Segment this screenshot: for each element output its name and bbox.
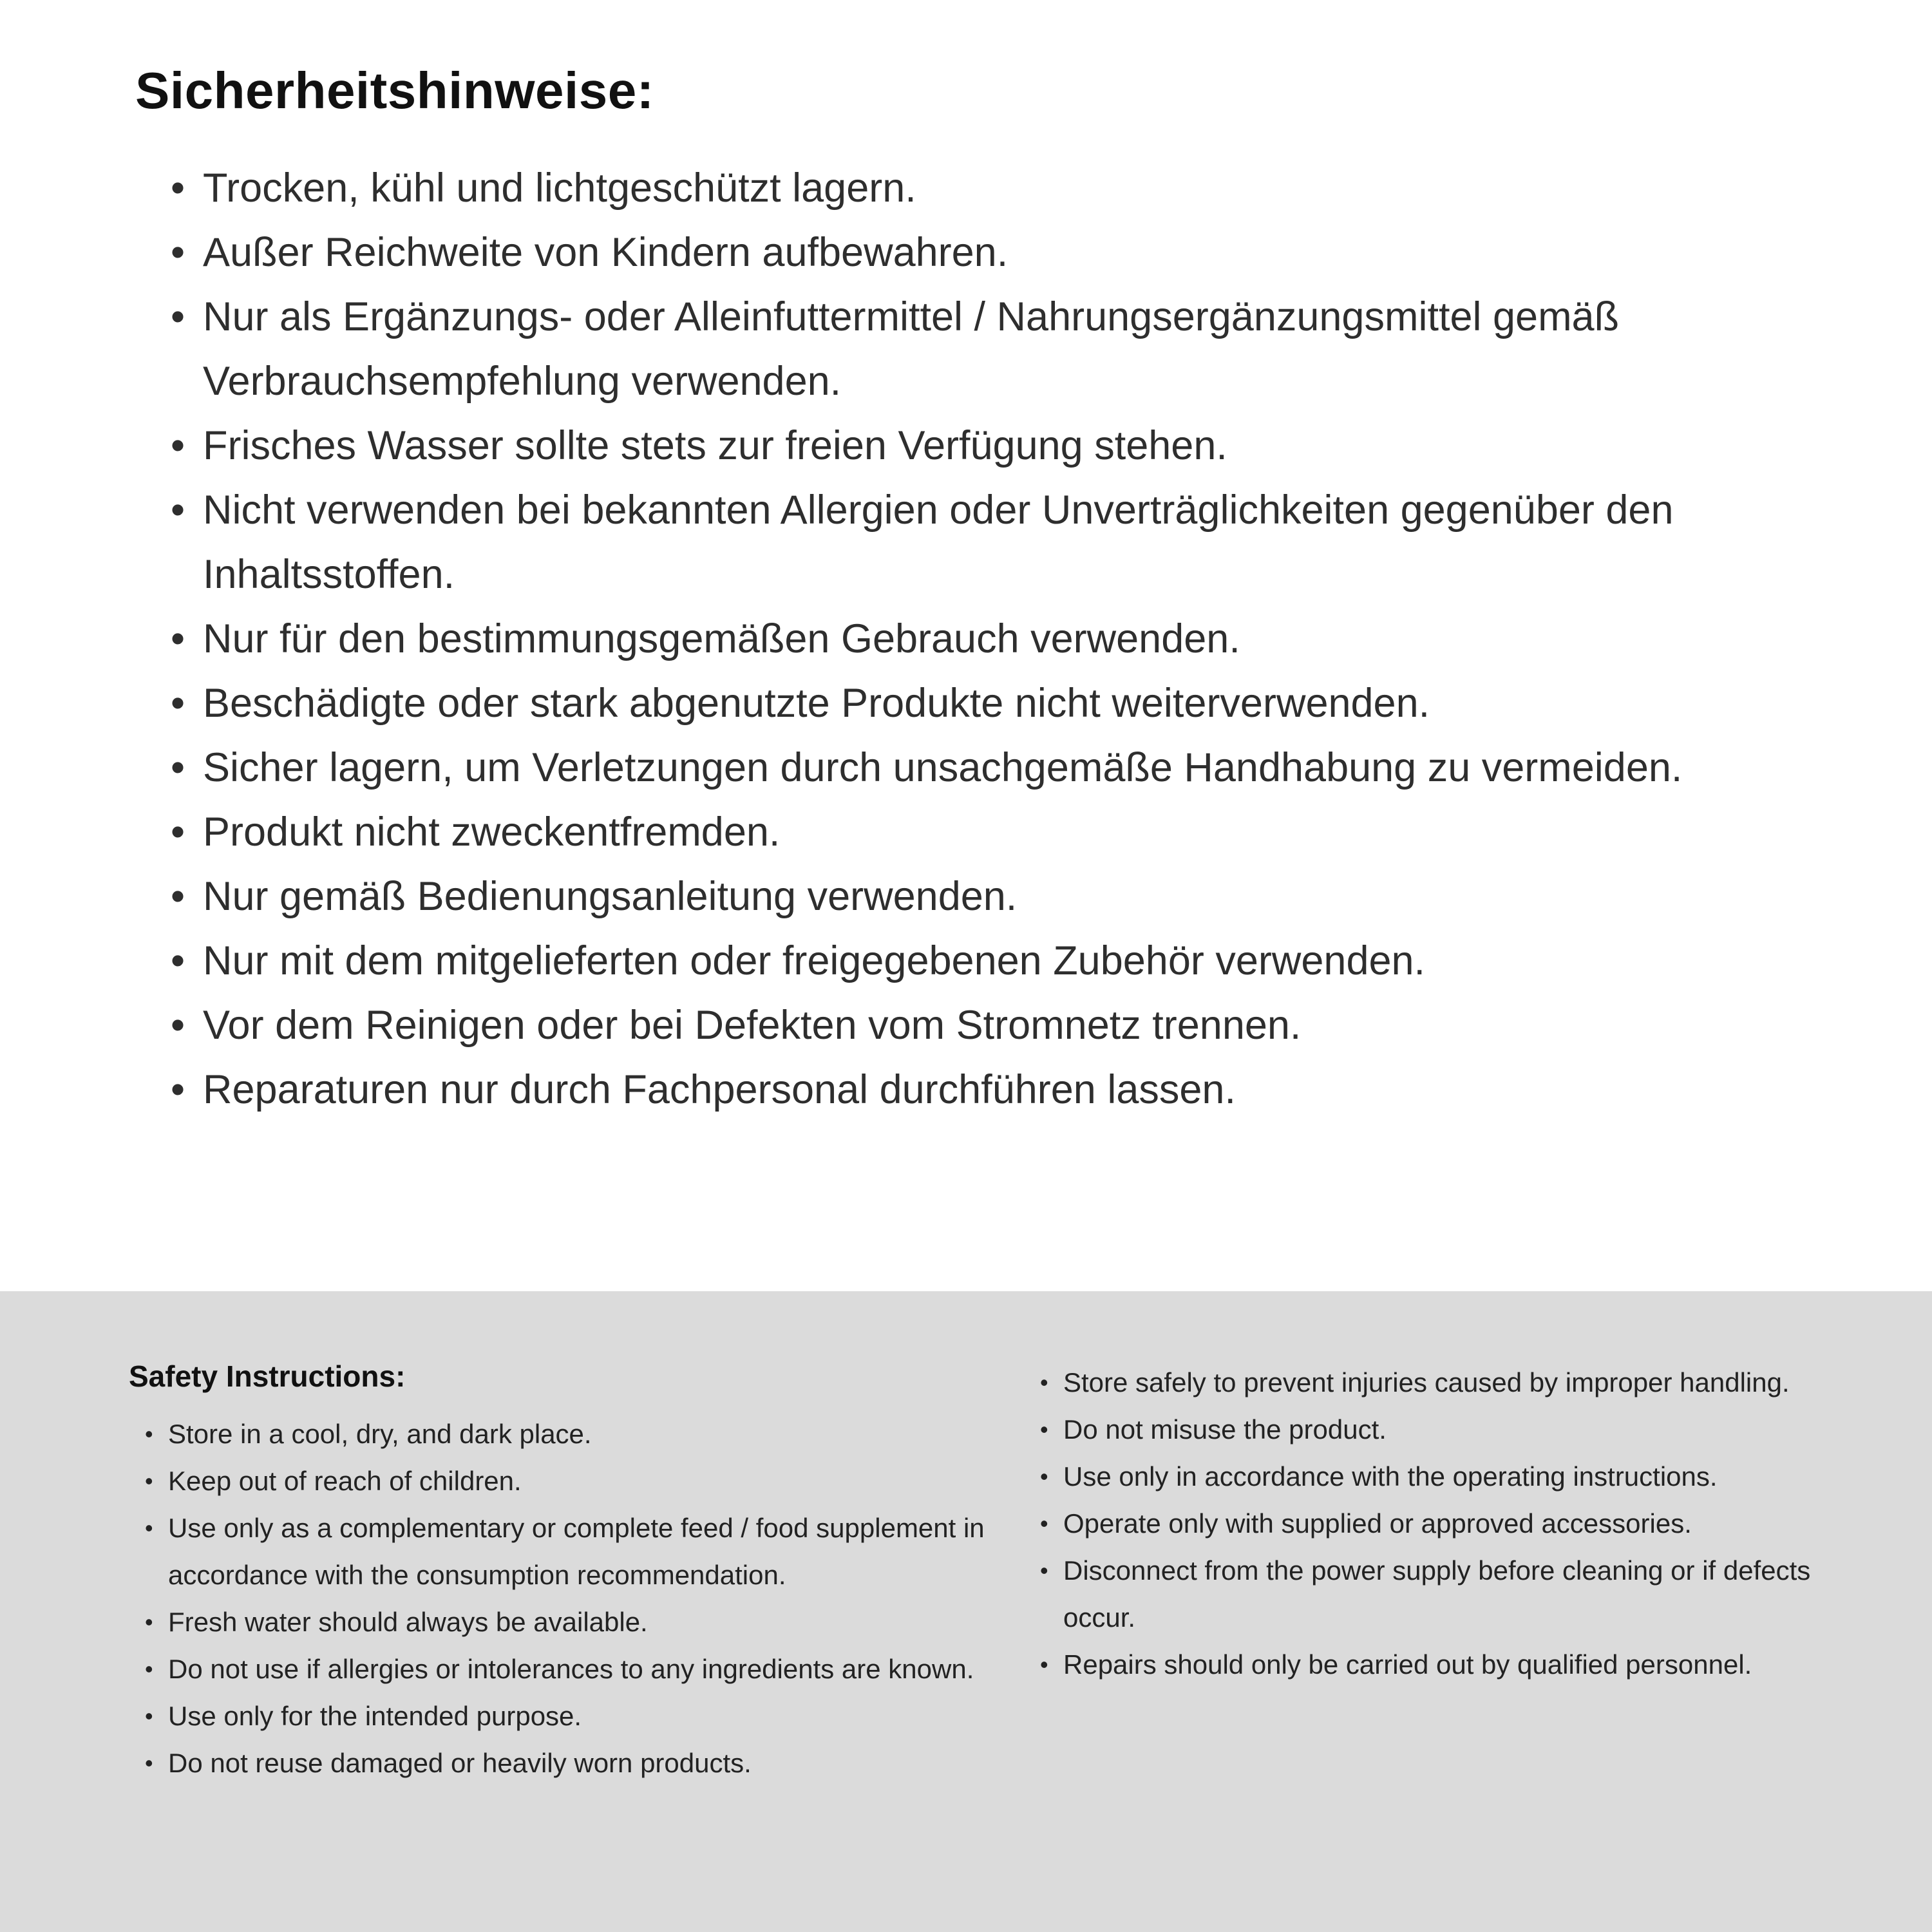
english-right-column bbox=[1040, 1359, 1871, 1688]
german-safety-item: • Frisches Wasser sollte stets zur freien Verfügung stehen. bbox=[171, 413, 1803, 478]
german-safety-item: • Nur gemäß Bedienungsanleitung verwenden. bbox=[171, 864, 1803, 929]
german-safety-item: • Produkt nicht zweckentfremden. bbox=[171, 800, 1803, 864]
english-safety-item: • Do not misuse the product. bbox=[1040, 1406, 1871, 1453]
english-safety-list-left bbox=[129, 1410, 1021, 1786]
german-safety-item: • Nur mit dem mitgelieferten oder freigegebenen Zubehör verwenden. bbox=[171, 929, 1803, 993]
german-safety-list bbox=[135, 156, 1803, 1122]
english-safety-item: • Disconnect from the power supply before cleaning or if defects occur. bbox=[1040, 1547, 1871, 1641]
english-safety-item: • Use only in accordance with the operating instructions. bbox=[1040, 1453, 1871, 1500]
german-safety-item: • Nur für den bestimmungsgemäßen Gebrauch verwenden. bbox=[171, 607, 1803, 671]
german-safety-item: • Beschädigte oder stark abgenutzte Produkte nicht weiterverwenden. bbox=[171, 671, 1803, 735]
english-safety-item: • Do not use if allergies or intolerances to any ingredients are known. bbox=[145, 1645, 1021, 1692]
english-left-column bbox=[129, 1359, 1021, 1786]
german-safety-item: • Außer Reichweite von Kindern aufbewahren. bbox=[171, 220, 1803, 285]
english-safety-item: • Store in a cool, dry, and dark place. bbox=[145, 1410, 1021, 1457]
german-safety-item: • Nur als Ergänzungs- oder Alleinfuttermittel / Nahrungsergänzungsmittel gemäß Verbrauchsempfehlung verwenden. bbox=[171, 285, 1803, 413]
english-safety-item: • Store safely to prevent injuries caused by improper handling. bbox=[1040, 1359, 1871, 1406]
german-safety-item: • Nicht verwenden bei bekannten Allergien oder Unverträglichkeiten gegenüber den Inhaltsstoffen. bbox=[171, 478, 1803, 607]
english-safety-item: • Keep out of reach of children. bbox=[145, 1457, 1021, 1504]
german-safety-item: • Trocken, kühl und lichtgeschützt lagern. bbox=[171, 156, 1803, 220]
german-safety-item: • Sicher lagern, um Verletzungen durch unsachgemäße Handhabung zu vermeiden. bbox=[171, 735, 1803, 800]
german-section-title: Sicherheitshinweise: bbox=[135, 62, 654, 119]
german-safety-item: • Reparaturen nur durch Fachpersonal durchführen lassen. bbox=[171, 1057, 1803, 1122]
english-safety-item: • Do not reuse damaged or heavily worn products. bbox=[145, 1739, 1021, 1786]
english-safety-list-right bbox=[1040, 1359, 1871, 1688]
english-safety-item: • Operate only with supplied or approved accessories. bbox=[1040, 1500, 1871, 1547]
english-safety-item: • Use only for the intended purpose. bbox=[145, 1692, 1021, 1739]
german-safety-item: • Vor dem Reinigen oder bei Defekten vom Stromnetz trennen. bbox=[171, 993, 1803, 1057]
english-section-title: Safety Instructions: bbox=[129, 1359, 406, 1393]
english-safety-section bbox=[0, 1291, 1932, 1932]
english-safety-item: • Use only as a complementary or complete feed / food supplement in accordance with the consumption recommendation. bbox=[145, 1504, 1021, 1598]
english-safety-item: • Fresh water should always be available. bbox=[145, 1598, 1021, 1645]
english-safety-item: • Repairs should only be carried out by qualified personnel. bbox=[1040, 1641, 1871, 1688]
